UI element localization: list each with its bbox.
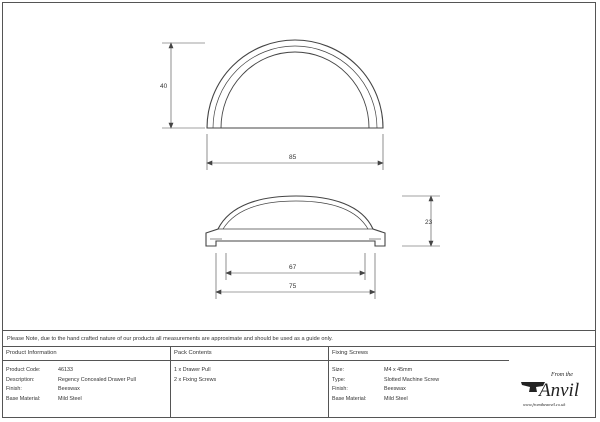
row-label: Product Code: bbox=[6, 367, 41, 373]
logo-small-text: From the bbox=[551, 372, 573, 378]
row-value: Beeswax bbox=[58, 386, 80, 392]
logo-panel bbox=[509, 347, 596, 417]
row-value: 46133 bbox=[58, 367, 73, 373]
disclaimer-note: Please Note, due to the hand crafted nature of our products all measurements are approximate and should be used as a guide only. bbox=[3, 330, 596, 347]
fixing-screws-heading: Fixing Screws bbox=[329, 347, 509, 361]
product-information-heading: Product Information bbox=[3, 347, 170, 361]
pack-item bbox=[171, 366, 328, 376]
info-table bbox=[3, 347, 596, 417]
product-information-panel bbox=[3, 347, 171, 417]
info-row bbox=[3, 376, 170, 386]
row-label: Type: bbox=[332, 376, 346, 383]
pack-item-text: 1 x Drawer Pull bbox=[174, 367, 211, 373]
row-label: Size: bbox=[332, 367, 344, 373]
top-view bbox=[207, 40, 383, 128]
pack-item bbox=[171, 376, 328, 386]
dim-top-height bbox=[162, 43, 205, 128]
row-label: Base Material: bbox=[6, 395, 41, 402]
pack-item-text: 2 x Fixing Screws bbox=[174, 376, 217, 383]
row-value: Mild Steel bbox=[58, 395, 82, 402]
dim-side-height bbox=[402, 196, 440, 246]
logo-url: www.fromtheanvil.co.uk bbox=[523, 402, 566, 407]
pack-contents-heading: Pack Contents bbox=[171, 347, 328, 361]
row-label: Base Material: bbox=[332, 395, 367, 402]
info-row bbox=[329, 366, 509, 376]
dim-label-top-width: 85 bbox=[289, 154, 297, 161]
dim-overall-width bbox=[216, 253, 375, 299]
info-row bbox=[329, 395, 509, 405]
row-label: Finish: bbox=[332, 386, 348, 392]
row-value: Beeswax bbox=[384, 386, 406, 392]
dim-label-inner-width: 67 bbox=[289, 264, 297, 271]
dim-label-top-height: 40 bbox=[160, 83, 168, 90]
row-value: M4 x 45mm bbox=[384, 367, 413, 373]
info-row bbox=[329, 385, 509, 395]
info-row bbox=[3, 366, 170, 376]
info-row bbox=[3, 385, 170, 395]
dim-label-overall-width: 75 bbox=[289, 283, 297, 290]
row-label: Finish: bbox=[6, 386, 22, 392]
pack-contents-panel bbox=[171, 347, 329, 417]
side-view bbox=[206, 196, 385, 246]
anvil-logo bbox=[509, 361, 596, 417]
dim-label-side-height: 23 bbox=[425, 219, 433, 226]
fixing-screws-panel bbox=[329, 347, 509, 417]
info-row bbox=[329, 376, 509, 386]
row-label: Description: bbox=[6, 376, 35, 383]
info-row bbox=[3, 395, 170, 405]
logo-brand: Anvil bbox=[539, 380, 580, 401]
row-value: Mild Steel bbox=[384, 395, 408, 402]
row-value: Regency Concealed Drawer Pull bbox=[58, 376, 136, 383]
dim-top-width bbox=[207, 134, 383, 170]
row-value: Slotted Machine Screw bbox=[384, 376, 440, 383]
